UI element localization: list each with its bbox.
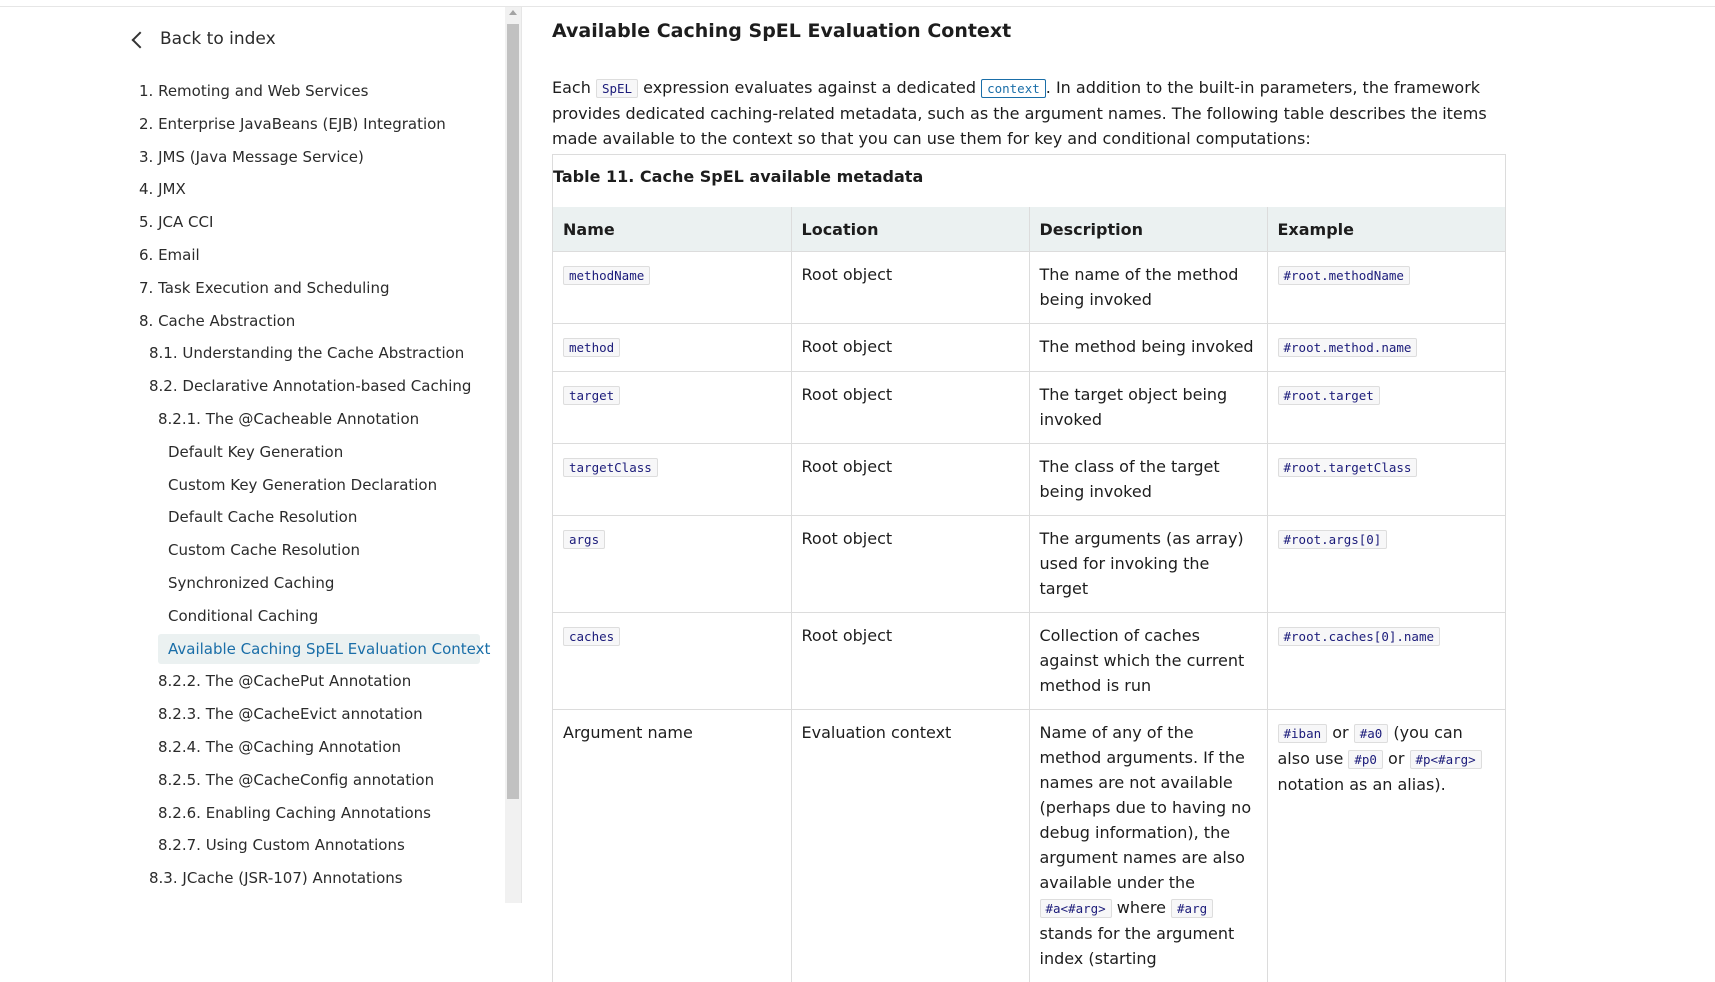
- cell-example: [1267, 710, 1505, 982]
- cell-example: [1267, 252, 1505, 324]
- toc-item[interactable]: 8.2.6. Enabling Caching Annotations: [158, 798, 431, 828]
- table-row: [553, 516, 1505, 613]
- header-example: Example: [1267, 207, 1505, 252]
- toc-item[interactable]: Custom Cache Resolution: [168, 535, 360, 565]
- cell-example: [1267, 613, 1505, 710]
- toc-item[interactable]: 8.3. JCache (JSR-107) Annotations: [149, 863, 403, 893]
- metadata-table: [552, 154, 1506, 982]
- para-text-3: . In addition to the built-in parameters, the framework provides dedicated caching-related metadata, such as the argument names. The following table describes the items made available to the context so that you can use them for key and conditional computations:: [552, 78, 1487, 148]
- header-location: Location: [791, 207, 1029, 252]
- cell-example: [1267, 516, 1505, 613]
- toc-item[interactable]: 2. Enterprise JavaBeans (EJB) Integration: [139, 109, 446, 139]
- toc-item[interactable]: 8.2.1. The @Cacheable Annotation: [158, 404, 419, 434]
- scroll-up-arrow-icon[interactable]: [509, 10, 517, 15]
- desc-text: Name of any of the method arguments. If the names are not available (perhaps due to having no debug information), the argument names are also available under the: [1040, 723, 1252, 892]
- example-text: or: [1383, 749, 1410, 768]
- table-row: [553, 613, 1505, 710]
- cell-name: Argument name: [553, 710, 791, 982]
- table-row: [553, 252, 1505, 324]
- toc-item[interactable]: Default Key Generation: [168, 437, 343, 467]
- example-code: #iban: [1278, 724, 1328, 743]
- cell-location: Root object: [791, 324, 1029, 372]
- para-text-2: expression evaluates against a dedicated: [638, 78, 981, 97]
- cell-example: [1267, 324, 1505, 372]
- cell-name: [553, 252, 791, 324]
- cell-description: Collection of caches against which the current method is run: [1029, 613, 1267, 710]
- spel-code: SpEL: [596, 79, 638, 98]
- cell-location: Root object: [791, 516, 1029, 613]
- cell-name: [553, 324, 791, 372]
- name-code: args: [563, 530, 605, 549]
- example-code: #a0: [1354, 724, 1389, 743]
- cell-description: The name of the method being invoked: [1029, 252, 1267, 324]
- toc-item[interactable]: 5. JCA CCI: [139, 207, 213, 237]
- toc-item[interactable]: 6. Email: [139, 240, 200, 270]
- cell-name: [553, 613, 791, 710]
- header-name: Name: [553, 207, 791, 252]
- example-code: #root.caches[0].name: [1278, 627, 1441, 646]
- section-heading: Available Caching SpEL Evaluation Context: [552, 20, 1011, 42]
- sidebar-toc: [0, 7, 506, 903]
- back-to-index-link[interactable]: [134, 29, 276, 49]
- toc-item[interactable]: Custom Key Generation Declaration: [168, 470, 437, 500]
- cell-description: The class of the target being invoked: [1029, 444, 1267, 516]
- cell-location: Root object: [791, 613, 1029, 710]
- table-row: [553, 324, 1505, 372]
- toc-item[interactable]: 4. JMX: [139, 174, 186, 204]
- toc-item[interactable]: 8. Cache Abstraction: [139, 306, 295, 336]
- cell-location: Root object: [791, 252, 1029, 324]
- example-text: (you can also use: [1278, 723, 1463, 768]
- cell-description: [1029, 710, 1267, 982]
- example-code: #p<#arg>: [1410, 750, 1482, 769]
- toc-item[interactable]: 8.1. Understanding the Cache Abstraction: [149, 338, 464, 368]
- table-row: [553, 444, 1505, 516]
- example-code: #root.targetClass: [1278, 458, 1418, 477]
- desc-text: where: [1112, 898, 1171, 917]
- toc-item[interactable]: 7. Task Execution and Scheduling: [139, 273, 389, 303]
- example-code: #root.args[0]: [1278, 530, 1388, 549]
- cell-location: Root object: [791, 444, 1029, 516]
- cell-description: The target object being invoked: [1029, 372, 1267, 444]
- name-code: method: [563, 338, 620, 357]
- table-row: [553, 372, 1505, 444]
- toc-item[interactable]: 8.2.4. The @Caching Annotation: [158, 732, 401, 762]
- name-code: targetClass: [563, 458, 658, 477]
- toc-item[interactable]: 8.2.2. The @CachePut Annotation: [158, 666, 411, 696]
- desc-code: #arg: [1171, 899, 1213, 918]
- toc-item[interactable]: 8.2. Declarative Annotation-based Caching: [149, 371, 471, 401]
- cell-location: Evaluation context: [791, 710, 1029, 982]
- intro-paragraph: [552, 75, 1512, 151]
- cell-name: [553, 444, 791, 516]
- cell-name: [553, 516, 791, 613]
- cell-example: [1267, 444, 1505, 516]
- name-code: methodName: [563, 266, 650, 285]
- example-text: notation as an alias).: [1278, 775, 1446, 794]
- toc-item[interactable]: 8.2.3. The @CacheEvict annotation: [158, 699, 423, 729]
- example-code: #root.method.name: [1278, 338, 1418, 357]
- name-code: target: [563, 386, 620, 405]
- toc-item[interactable]: 8.2.5. The @CacheConfig annotation: [158, 765, 434, 795]
- toc-item[interactable]: Synchronized Caching: [168, 568, 334, 598]
- back-label: Back to index: [160, 29, 276, 49]
- table-row-argument-name: [553, 710, 1505, 982]
- cell-location: Root object: [791, 372, 1029, 444]
- cell-name: [553, 372, 791, 444]
- header-description: Description: [1029, 207, 1267, 252]
- cell-description: The arguments (as array) used for invoking the target: [1029, 516, 1267, 613]
- chevron-left-icon: [132, 31, 149, 48]
- toc-item[interactable]: Default Cache Resolution: [168, 502, 357, 532]
- para-text-1: Each: [552, 78, 596, 97]
- table-caption: Table 11. Cache SpEL available metadata: [553, 155, 1505, 207]
- sidebar-divider: [521, 7, 522, 903]
- desc-text: stands for the argument index (starting: [1040, 924, 1235, 968]
- example-text: or: [1327, 723, 1354, 742]
- example-code: #root.methodName: [1278, 266, 1410, 285]
- toc-item-active[interactable]: Available Caching SpEL Evaluation Context: [158, 634, 480, 664]
- context-link[interactable]: context: [981, 79, 1046, 98]
- table-header-row: [553, 207, 1505, 252]
- toc-item[interactable]: Conditional Caching: [168, 601, 318, 631]
- example-code: #p0: [1348, 750, 1383, 769]
- toc-item[interactable]: 1. Remoting and Web Services: [139, 76, 368, 106]
- name-code: caches: [563, 627, 620, 646]
- cell-description: The method being invoked: [1029, 324, 1267, 372]
- sidebar-scrollbar-thumb[interactable]: [507, 24, 519, 799]
- toc-item[interactable]: 8.2.7. Using Custom Annotations: [158, 830, 405, 860]
- cell-example: [1267, 372, 1505, 444]
- example-code: #root.target: [1278, 386, 1380, 405]
- toc-item[interactable]: 3. JMS (Java Message Service): [139, 142, 364, 172]
- desc-code: #a<#arg>: [1040, 899, 1112, 918]
